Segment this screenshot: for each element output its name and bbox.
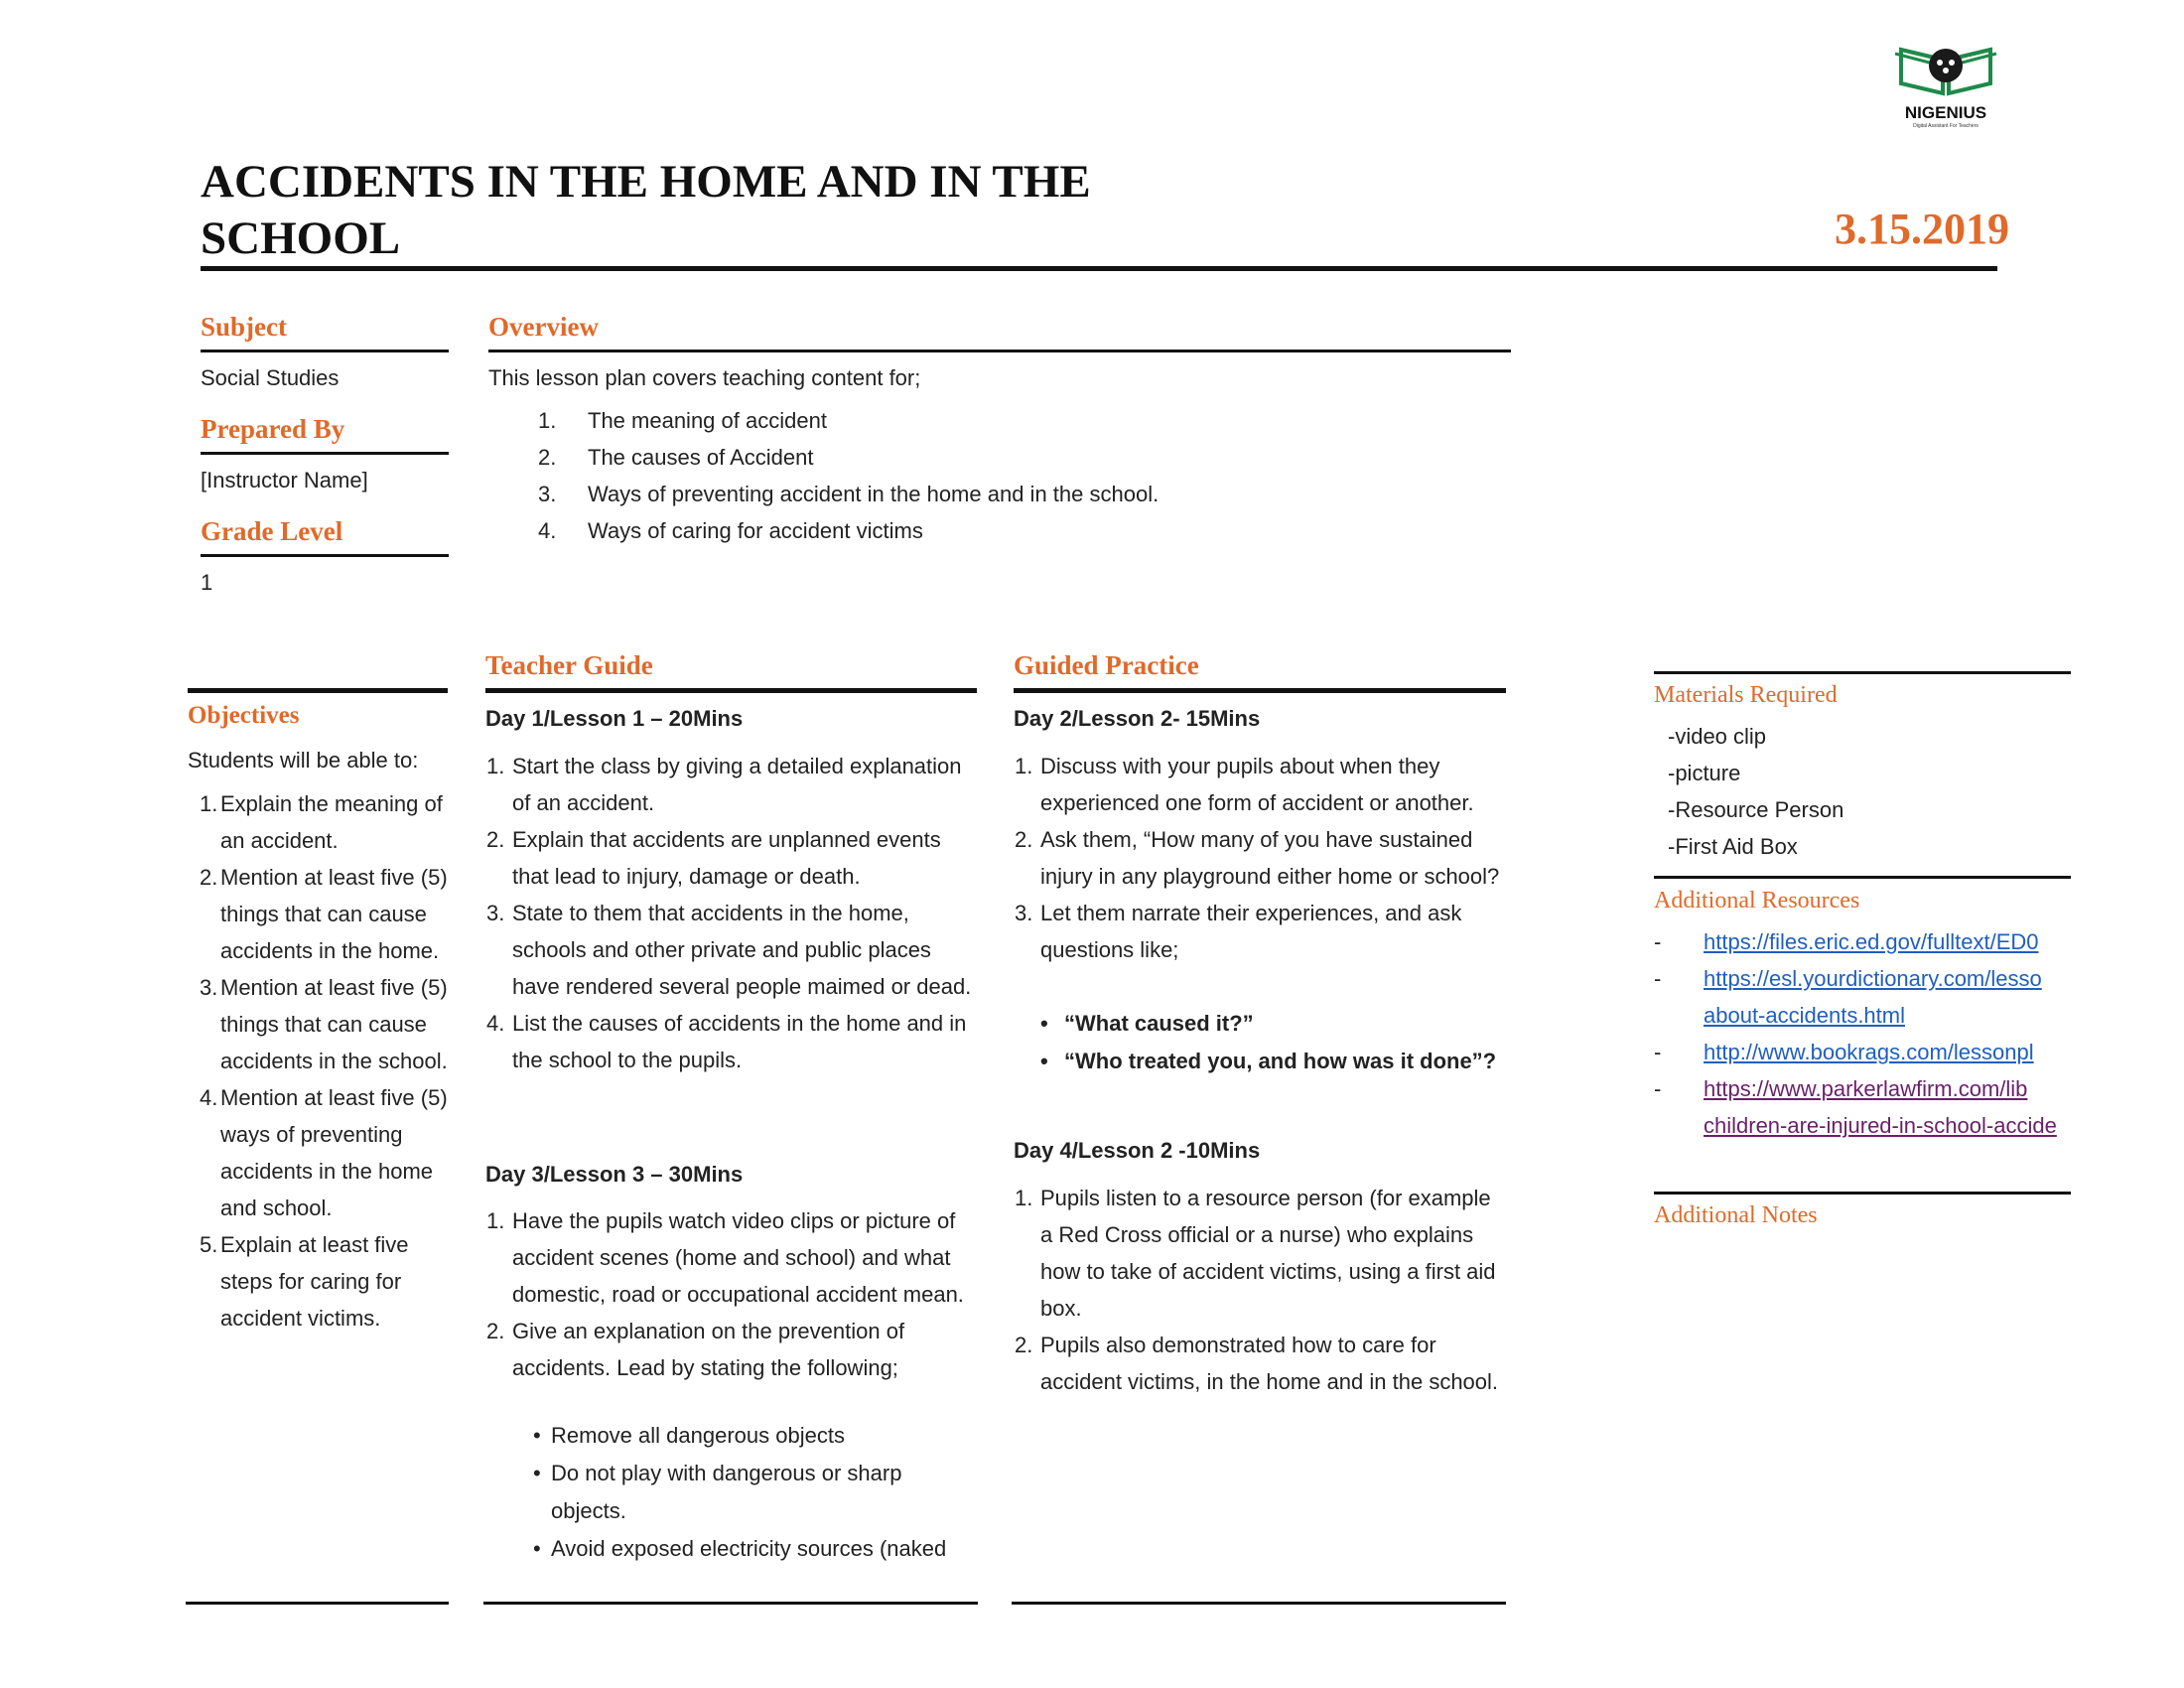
- dash-marker: -: [1654, 1076, 1662, 1101]
- item-number: 5.: [200, 1232, 218, 1257]
- materials-heading: Materials Required: [1654, 682, 1838, 708]
- overview-list: [538, 402, 1511, 549]
- objectives-top-rule: [188, 688, 448, 693]
- brand-tagline: Digital Assistant For Teachers: [1913, 123, 1979, 129]
- bullet-icon: •: [1040, 1049, 1048, 1073]
- bullet-item: [531, 1417, 978, 1455]
- item-number: 4.: [486, 1011, 505, 1036]
- item-text: Give an explanation on the prevention of accidents. Lead by stating the following;: [512, 1319, 905, 1380]
- list-item: [1654, 1070, 2071, 1144]
- list-item: [200, 969, 453, 1079]
- bullet-item: [1038, 1043, 1515, 1080]
- item-number: 1.: [1015, 1186, 1033, 1210]
- item-number: 1.: [538, 408, 557, 433]
- item-text: Mention at least five (5) ways of preventing accidents in the home and school.: [220, 1085, 448, 1220]
- dash-marker: -: [1654, 1040, 1662, 1064]
- list-item: [200, 859, 453, 969]
- teacher-guide-rule: [485, 688, 977, 693]
- item-text: Let them narrate their experiences, and ask questions like;: [1040, 901, 1462, 962]
- resource-link[interactable]: https://www.parkerlawfirm.com/lib: [1704, 1076, 2028, 1101]
- prepared-by-value: [Instructor Name]: [201, 468, 368, 492]
- bullet-icon: •: [533, 1423, 541, 1448]
- materials-rule: [1654, 671, 2071, 674]
- objectives-intro: Students will be able to:: [188, 748, 419, 773]
- list-item: [1015, 895, 1506, 968]
- additional-notes-heading: Additional Notes: [1654, 1202, 1818, 1228]
- list-item: [538, 476, 1511, 512]
- list-item: [1015, 1180, 1506, 1327]
- list-item: -Resource Person: [1668, 797, 1844, 822]
- day1-list: [486, 748, 978, 1078]
- day2-bullets: [1038, 1005, 1515, 1080]
- list-item: [538, 512, 1511, 549]
- item-text: Have the pupils watch video clips or picture of accident scenes (home and school) and what domestic, road or occupational accident mean.: [512, 1208, 964, 1307]
- list-item: -picture: [1668, 761, 1741, 785]
- bullet-icon: •: [1040, 1011, 1048, 1036]
- day3-bullets: [531, 1417, 978, 1568]
- bullet-text: “What caused it?”: [1064, 1011, 1254, 1036]
- page-title: ACCIDENTS IN THE HOME AND IN THE SCHOOL: [201, 156, 1091, 264]
- day2-list: [1015, 748, 1506, 968]
- item-number: 4.: [200, 1085, 218, 1110]
- list-item: [1654, 960, 2071, 1034]
- subject-rule: [201, 350, 449, 352]
- item-text: Explain at least five steps for caring for accident victims.: [220, 1232, 409, 1331]
- overview-intro: This lesson plan covers teaching content for;: [488, 365, 921, 390]
- bullet-icon: •: [533, 1461, 541, 1485]
- day4-list: [1015, 1180, 1506, 1400]
- resource-link[interactable]: https://files.eric.ed.gov/fulltext/ED0: [1704, 929, 2039, 954]
- list-item: [538, 402, 1511, 439]
- brand-name: NIGENIUS: [1904, 103, 1987, 122]
- resource-link-continued[interactable]: children-are-injured-in-school-accide: [1704, 1113, 2057, 1138]
- teacher-guide-bottom-rule: [483, 1602, 978, 1605]
- brand-logo: [1891, 36, 2000, 131]
- list-item: [486, 821, 978, 895]
- grade-level-value: 1: [201, 570, 213, 595]
- resources-rule: [1654, 876, 2071, 879]
- subject-value: Social Studies: [201, 365, 340, 390]
- guided-practice-rule: [1014, 688, 1506, 693]
- item-number: 3.: [1015, 901, 1033, 925]
- dash-marker: -: [1654, 929, 1662, 954]
- item-number: 3.: [538, 482, 557, 506]
- item-number: 2.: [538, 445, 557, 470]
- item-text: Pupils listen to a resource person (for example a Red Cross official or a nurse) who explains how to take of accident victims, using a first aid box.: [1040, 1186, 1496, 1321]
- overview-rule: [488, 350, 1511, 352]
- grade-level-heading: Grade Level: [201, 516, 343, 546]
- item-text: The causes of Accident: [588, 445, 814, 470]
- dash-marker: -: [1654, 966, 1662, 991]
- item-number: 2.: [486, 1319, 505, 1343]
- guided-practice-heading: Guided Practice: [1014, 650, 1199, 680]
- subject-heading: Subject: [201, 312, 287, 342]
- item-text: Ask them, “How many of you have sustained injury in any playground either home or school?: [1040, 827, 1500, 889]
- item-text: Pupils also demonstrated how to care for accident victims, in the home and in the school.: [1040, 1333, 1499, 1394]
- item-text: Discuss with your pupils about when they experienced one form of accident or another.: [1040, 754, 1474, 815]
- resource-link[interactable]: https://esl.yourdictionary.com/lesso: [1704, 966, 2042, 991]
- item-number: 1.: [1015, 754, 1033, 778]
- bullet-text: “Who treated you, and how was it done”?: [1064, 1049, 1497, 1073]
- item-number: 3.: [486, 901, 505, 925]
- list-item: [1015, 748, 1506, 821]
- list-item: [1015, 821, 1506, 895]
- item-number: 1.: [486, 754, 505, 778]
- right-sidebar: [1654, 665, 2071, 1261]
- list-item: -First Aid Box: [1668, 834, 1798, 859]
- resources-list: [1654, 923, 2071, 1144]
- list-item: [486, 895, 978, 1005]
- resource-link[interactable]: http://www.bookrags.com/lessonpl: [1704, 1040, 2034, 1064]
- item-text: List the causes of accidents in the home and in the school to the pupils.: [512, 1011, 967, 1072]
- day3-title: Day 3/Lesson 3 – 30Mins: [485, 1162, 744, 1187]
- list-item: [486, 1313, 978, 1386]
- bullet-text: Avoid exposed electricity sources (naked: [551, 1536, 947, 1561]
- list-item: [200, 1226, 453, 1336]
- prepared-by-rule: [201, 452, 449, 455]
- teacher-guide-heading: Teacher Guide: [485, 650, 653, 680]
- list-item: -video clip: [1668, 724, 1767, 749]
- bullet-icon: •: [533, 1536, 541, 1561]
- list-item: [486, 748, 978, 821]
- resource-link-continued[interactable]: about-accidents.html: [1704, 1003, 1905, 1028]
- list-item: [1015, 1327, 1506, 1400]
- list-item: [1654, 923, 2071, 960]
- item-number: 2.: [1015, 1333, 1033, 1357]
- item-number: 3.: [200, 975, 218, 1000]
- item-number: 1.: [200, 791, 218, 816]
- bullet-text: Do not play with dangerous or sharp objects.: [551, 1461, 902, 1523]
- bullet-item: [531, 1455, 978, 1530]
- overview-heading: Overview: [488, 312, 599, 342]
- item-text: The meaning of accident: [588, 408, 827, 433]
- prepared-by-heading: Prepared By: [201, 414, 345, 444]
- day4-title: Day 4/Lesson 2 -10Mins: [1014, 1138, 1261, 1163]
- list-item: [1654, 1034, 2071, 1070]
- guided-practice-bottom-rule: [1012, 1602, 1506, 1605]
- item-text: Ways of caring for accident victims: [588, 518, 923, 543]
- item-text: State to them that accidents in the home, schools and other private and public places have rendered several people maimed or dead.: [512, 901, 972, 999]
- item-text: Mention at least five (5) things that can cause accidents in the home.: [220, 865, 448, 963]
- lesson-date: 3.15.2019: [1835, 205, 2009, 253]
- open-book-icon: [1891, 36, 2000, 97]
- list-item: [486, 1202, 978, 1313]
- list-item: [200, 1079, 453, 1226]
- item-number: 1.: [486, 1208, 505, 1233]
- bullet-item: [531, 1530, 978, 1568]
- notes-rule: [1654, 1192, 2071, 1195]
- resources-heading: Additional Resources: [1654, 888, 1860, 914]
- item-text: Explain the meaning of an accident.: [220, 791, 443, 853]
- objectives-heading: Objectives: [188, 702, 300, 729]
- title-rule: [201, 266, 1997, 271]
- day2-title: Day 2/Lesson 2- 15Mins: [1014, 706, 1261, 731]
- bullet-item: [1038, 1005, 1515, 1043]
- list-item: [486, 1005, 978, 1078]
- item-number: 2.: [1015, 827, 1033, 852]
- objectives-list: [200, 785, 453, 1336]
- objectives-bottom-rule: [186, 1602, 449, 1605]
- item-text: Ways of preventing accident in the home and in the school.: [588, 482, 1160, 506]
- bullet-text: Remove all dangerous objects: [551, 1423, 845, 1448]
- item-number: 4.: [538, 518, 557, 543]
- item-number: 2.: [486, 827, 505, 852]
- day3-list: [486, 1202, 978, 1386]
- list-item: [200, 785, 453, 859]
- item-text: Mention at least five (5) things that can cause accidents in the school.: [220, 975, 448, 1073]
- day1-title: Day 1/Lesson 1 – 20Mins: [485, 706, 744, 731]
- materials-list: [1668, 718, 1843, 865]
- item-text: Explain that accidents are unplanned events that lead to injury, damage or death.: [512, 827, 941, 889]
- list-item: [538, 439, 1511, 476]
- grade-level-rule: [201, 554, 449, 557]
- item-number: 2.: [200, 865, 218, 890]
- item-text: Start the class by giving a detailed explanation of an accident.: [512, 754, 962, 815]
